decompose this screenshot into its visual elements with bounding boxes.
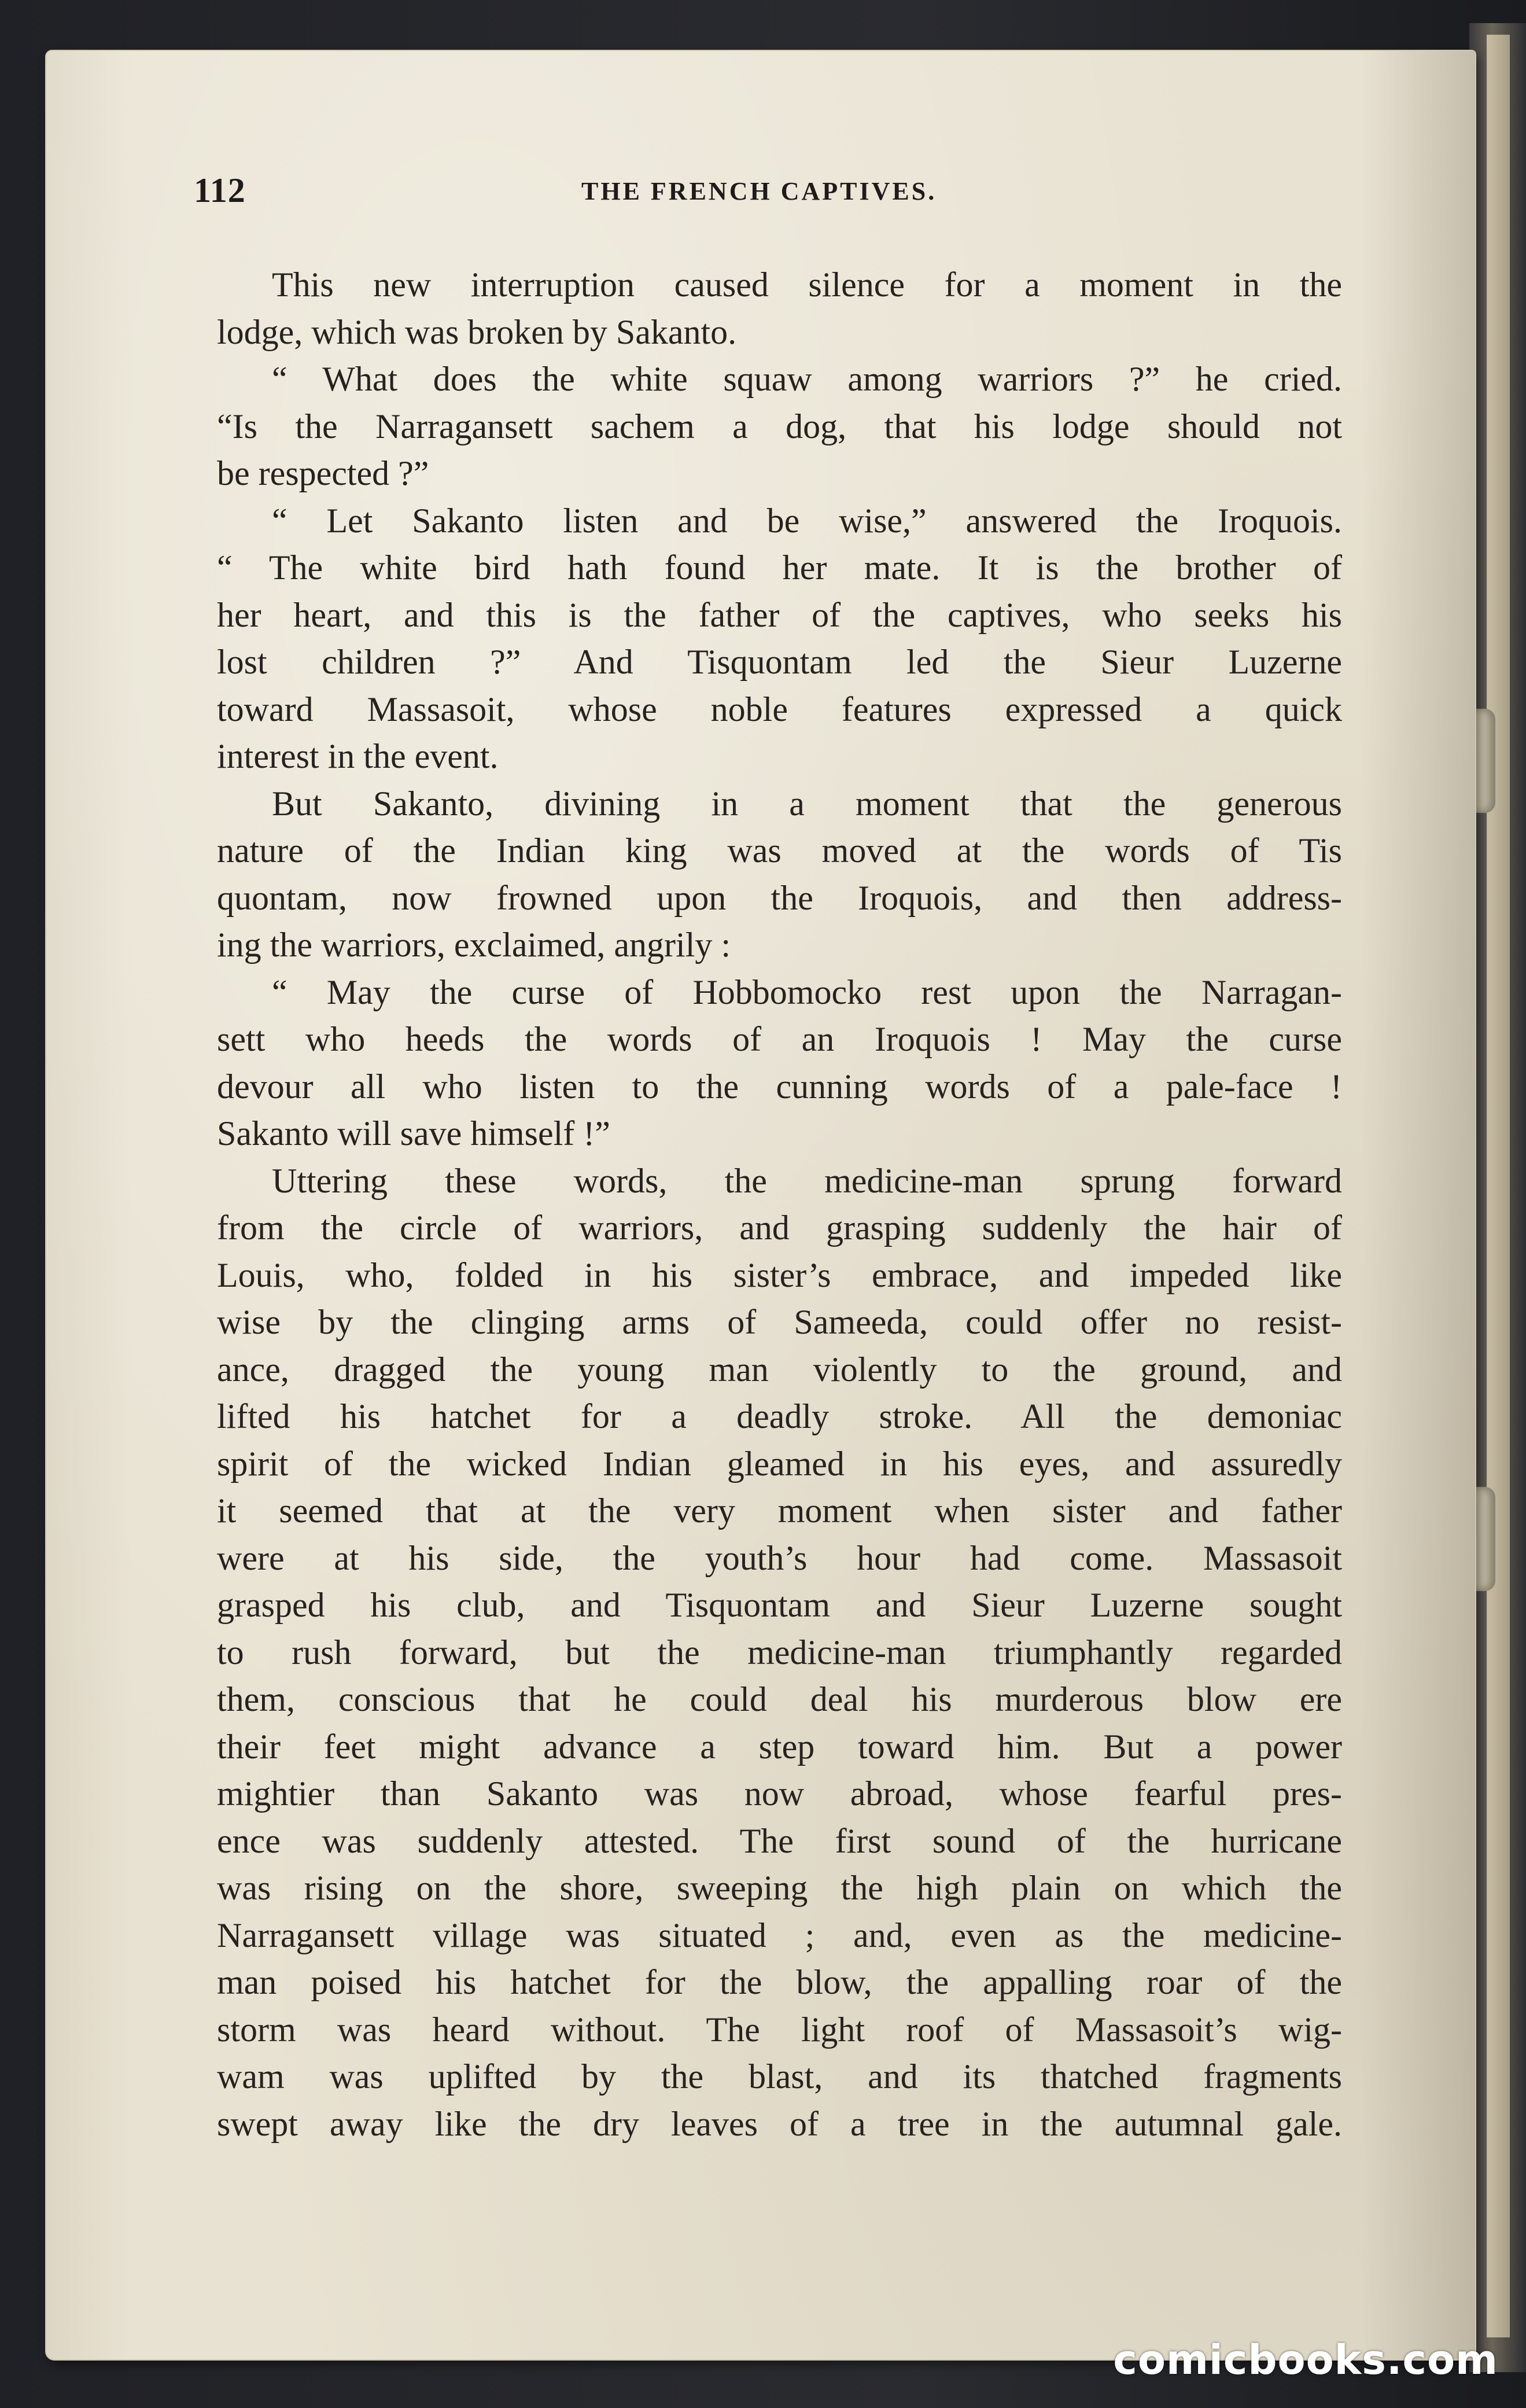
running-title: THE FRENCH CAPTIVES. — [581, 177, 937, 205]
text-line: them, conscious that he could deal his murderous blow ere — [217, 1680, 1342, 1718]
text-line: toward Massasoit, whose noble features expressed a quick — [217, 690, 1342, 728]
text-line: mightier than Sakanto was now abroad, whose fearful pres- — [217, 1774, 1342, 1813]
text-line: quontam, now frowned upon the Iroquois, and then address- — [217, 878, 1342, 917]
text-line: devour all who listen to the cunning words of a pale-face ! — [217, 1067, 1342, 1106]
text-line: But Sakanto, divining in a moment that the generous — [272, 784, 1342, 823]
body-text — [217, 262, 1342, 2148]
text-line: wam was uplifted by the blast, and its thatched fragments — [217, 2057, 1342, 2096]
text-line: “ The white bird hath found her mate. It is the brother of — [217, 548, 1342, 587]
site-watermark: comicbooks.com — [1113, 2336, 1498, 2384]
text-line: sett who heeds the words of an Iroquois ! May the curse — [217, 1020, 1342, 1058]
text-line: This new interruption caused silence for a moment in the — [272, 266, 1342, 304]
text-line: Narragansett village was situated ; and, even as the medicine- — [217, 1916, 1342, 1954]
text-line: lost children ?” And Tisquontam led the Sieur Luzerne — [217, 643, 1342, 681]
next-page-edge — [1487, 35, 1510, 2337]
text-line: “ Let Sakanto listen and be wise,” answered the Iroquois. — [272, 501, 1342, 540]
text-line: their feet might advance a step toward him. But a power — [217, 1727, 1342, 1766]
text-line: spirit of the wicked Indian gleamed in his eyes, and assuredly — [217, 1444, 1342, 1483]
text-line: it seemed that at the very moment when sister and father — [217, 1492, 1342, 1530]
text-line: lodge, which was broken by Sakanto. — [217, 312, 737, 351]
text-line: lifted his hatchet for a deadly stroke. All the demoniac — [217, 1397, 1342, 1435]
text-line: storm was heard without. The light roof of Massasoit’s wig- — [217, 2010, 1342, 2049]
text-line: nature of the Indian king was moved at the words of Tis — [217, 831, 1342, 870]
text-line: her heart, and this is the father of the captives, who seeks his — [217, 595, 1342, 634]
text-line: be respected ?” — [217, 454, 429, 492]
text-line: man poised his hatchet for the blow, the appalling roar of the — [217, 1963, 1342, 2001]
text-line: ing the warriors, exclaimed, angrily : — [217, 926, 731, 964]
text-line: ence was suddenly attested. The first sound of the hurricane — [217, 1821, 1342, 1860]
text-line: were at his side, the youth’s hour had come. Massasoit — [217, 1538, 1342, 1577]
text-line: was rising on the shore, sweeping the high plain on which the — [217, 1869, 1342, 1907]
text-line: swept away like the dry leaves of a tree in the autumnal gale. — [217, 2104, 1342, 2143]
page-header — [194, 171, 1281, 217]
text-line: interest in the event. — [217, 737, 499, 775]
text-line: to rush forward, but the medicine-man triumphantly regarded — [217, 1633, 1342, 1671]
text-line: “ May the curse of Hobbomocko rest upon the Narragan- — [272, 973, 1342, 1011]
text-line: Louis, who, folded in his sister’s embrace, and impeded like — [217, 1255, 1342, 1294]
text-line: from the circle of warriors, and grasping suddenly the hair of — [217, 1209, 1342, 1247]
text-line: grasped his club, and Tisquontam and Sieur Luzerne sought — [217, 1586, 1342, 1624]
text-line: Sakanto will save himself !” — [217, 1114, 610, 1153]
text-line: “Is the Narragansett sachem a dog, that his lodge should not — [217, 407, 1342, 445]
text-line: Uttering these words, the medicine-man sprung forward — [272, 1161, 1342, 1200]
text-line: wise by the clinging arms of Sameeda, could offer no resist- — [217, 1303, 1342, 1341]
page-number: 112 — [194, 171, 246, 209]
text-line: ance, dragged the young man violently to the ground, and — [217, 1350, 1342, 1389]
text-line: “ What does the white squaw among warriors ?” he cried. — [272, 360, 1342, 398]
